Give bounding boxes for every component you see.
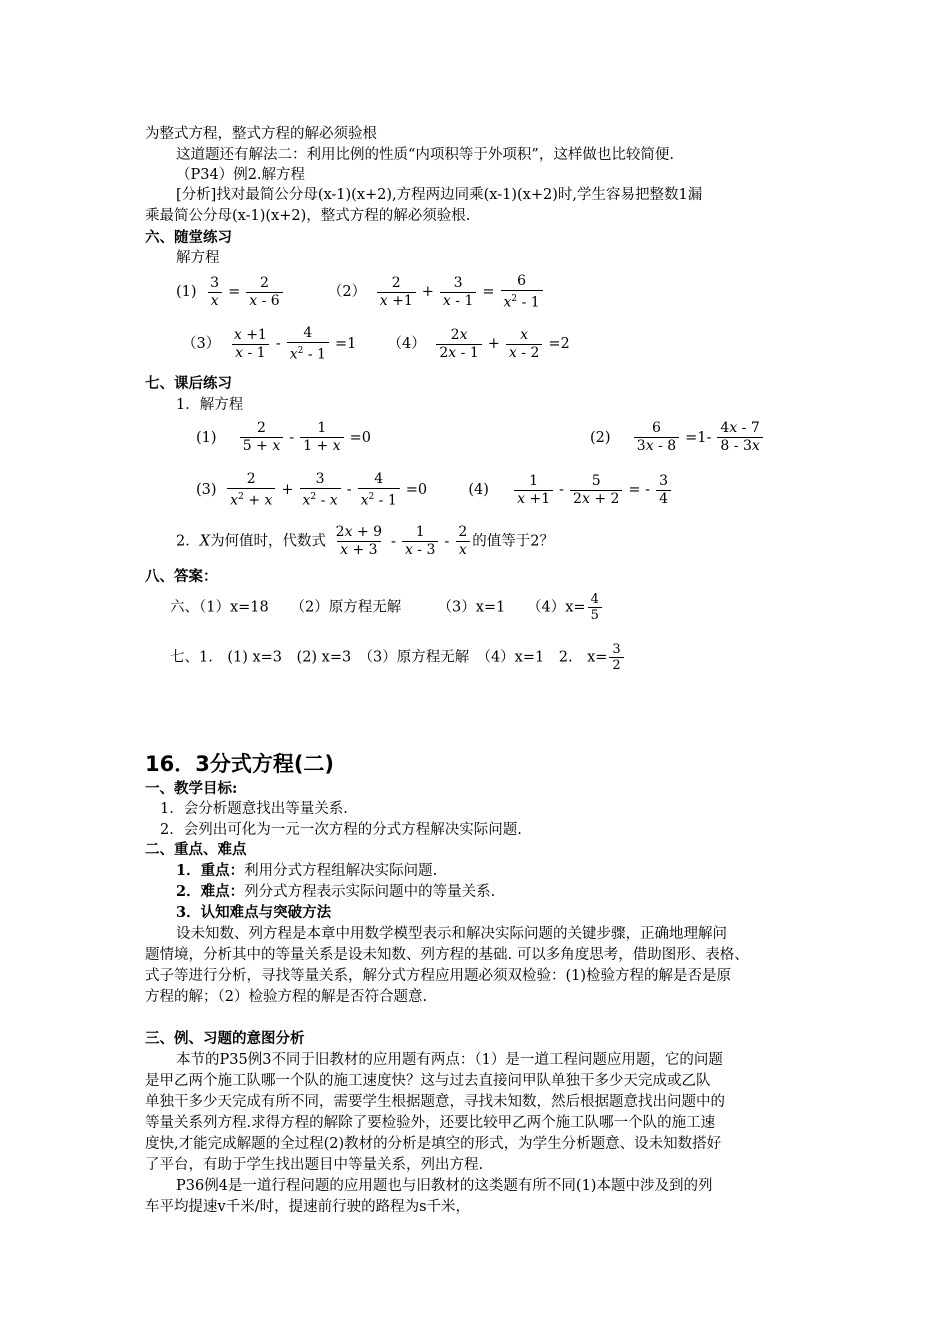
text-line: 解方程 xyxy=(176,250,220,266)
text: 列分式方程表示实际问题中的等量关系. xyxy=(244,884,496,900)
text-line: 度快,才能完成解题的全过程(2)教材的分析是填空的形式，为学生分析题意、设未知数搭好 xyxy=(145,1136,722,1152)
section-heading: 一、教学目标: xyxy=(145,780,238,797)
eq-label: (1) xyxy=(196,429,217,446)
section-heading: 三、例、习题的意图分析 xyxy=(145,1030,305,1047)
text-line: 设未知数、列方程是本章中用数学模型表示和解决实际问题的关键步骤，正确地理解问 xyxy=(176,926,727,942)
label: 2．难点： xyxy=(176,883,245,900)
text-line: 这道题还有解法二：利用比例的性质“内项积等于外项积”，这样做也比较简便. xyxy=(176,147,674,163)
text-line: 了平台，有助于学生找出题目中等量关系，列出方程. xyxy=(145,1157,484,1173)
answer-text: 七、1. (1) x=3 (2) x=3 （3）原方程无解 （4）x=1 2. x= xyxy=(170,649,608,666)
text-line: 2．会列出可化为一元一次方程的分式方程解决实际问题. xyxy=(160,822,522,838)
eq-label: （2） xyxy=(327,284,367,301)
answer-text: 六、（1）x=18 （2）原方程无解 （3）x=1 （4）x= xyxy=(170,599,586,616)
text-line: 1．会分析题意找出等量关系. xyxy=(160,801,348,817)
text-line xyxy=(176,861,437,881)
text-line: 等量关系列方程.求得方程的解除了要检验外，还要比较甲乙两个施工队哪一个队的施工速 xyxy=(145,1115,716,1131)
eq-label: (1) xyxy=(176,284,197,301)
text-line: 是甲乙两个施工队哪一个队的施工速度快？这与过去直接问甲队单独干多少天完成或乙队 xyxy=(145,1073,711,1089)
eq-label: (3) xyxy=(196,482,217,499)
text-line: 式子等进行分析，寻找等量关系，解分式方程应用题必须双检验：(1)检验方程的解是否是原 xyxy=(145,968,732,984)
q-text: 的值等于2？ xyxy=(472,533,554,550)
equation-6-1: (1) $\frac{3}{x}$ = $\frac{2}{x - 6}$ （2） $\frac{2}{x +1}$ + $\frac{3}{x - 1}$ = $\frac{6}{x^2 - 1}$ xyxy=(176,273,545,312)
equation-7-1: (1) $\frac{2}{5 + x}$ - $\frac{1}{1 + x}$ =0 xyxy=(196,420,371,454)
eq-label: (4) xyxy=(468,482,489,499)
text-line: 为整式方程，整式方程的解必须验根 xyxy=(145,126,377,142)
page-title: 16．3分式方程(二) xyxy=(145,752,335,776)
section-heading: 八、答案： xyxy=(145,568,218,585)
text-line: [分析]找对最简公分母(x-1)(x+2),方程两边同乘(x-1)(x+2)时,学生容易把整数1漏 xyxy=(176,187,703,203)
equation-7-3: (3) $\frac{2}{x^2 + x}$ + $\frac{3}{x^2 - x}$ - $\frac{4}{x^2 - 1}$ =0 (4) $\frac{1}{x +1}$ - $\frac{5}{2x + 2}$ = - $\frac{3}{4}$ xyxy=(196,471,673,510)
q-variable: X xyxy=(199,533,211,550)
section-heading: 二、重点、难点 xyxy=(145,841,247,858)
question-7-2: 2．X为何值时，代数式 $\frac{2x + 9}{x + 3}$ - $\frac{1}{x - 3}$ - $\frac{2}{x}$ 的值等于2？ xyxy=(176,524,554,558)
equation-7-2: (2) $\frac{6}{3x - 8}$ =1- $\frac{4x - 7}{8 - 3x}$ xyxy=(590,420,765,455)
text-line: 单独干多少天完成有所不同，需要学生根据题意，寻找未知数，然后根据题意找出问题中的 xyxy=(145,1094,725,1110)
sub-heading: 3．认知难点与突破方法 xyxy=(176,904,332,921)
text-line: P36例4是一道行程问题的应用题也与旧教材的这类题有所不同(1)本题中涉及到的列 xyxy=(176,1178,713,1194)
eq-label: （3） xyxy=(182,336,221,353)
text-line: 1．解方程 xyxy=(176,397,244,413)
eq-label: (2) xyxy=(590,429,611,446)
label: 1．重点： xyxy=(176,862,245,879)
text-line xyxy=(176,882,495,902)
text-line: 乘最简公分母(x-1)(x+2)，整式方程的解必须验根. xyxy=(145,208,471,224)
section-heading: 七、课后练习 xyxy=(145,375,232,392)
section-heading: 六、随堂练习 xyxy=(145,229,232,246)
q-prefix: 2． xyxy=(176,533,200,550)
text-line: 车平均提速v千米/时，提速前行驶的路程为s千米， xyxy=(145,1199,471,1215)
text: 利用分式方程组解决实际问题. xyxy=(244,863,438,879)
equation-6-3: （3） $\frac{x +1}{x - 1}$ - $\frac{4}{x^2 - 1}$ =1 （4） $\frac{2x}{2x - 1}$ + $\frac{x}{x - 2}$ =2 xyxy=(182,325,570,363)
eq-label: （4） xyxy=(387,336,426,353)
answer-6: 六、（1）x=18 （2）原方程无解 （3）x=1 （4）x= $\frac{4}{5}$ xyxy=(170,592,604,623)
text-line: 本节的P35例3不同于旧教材的应用题有两点：（1）是一道工程问题应用题，它的问题 xyxy=(176,1052,723,1068)
text-line: 题情境，分析其中的等量关系是设未知数、列方程的基础. 可以多角度思考，借助图形、表格、 xyxy=(145,947,749,963)
text-line: （P34）例2.解方程 xyxy=(176,167,306,183)
answer-7: 七、1. (1) x=3 (2) x=3 （3）原方程无解 （4）x=1 2. x= $\frac{3}{2}$ xyxy=(170,642,626,673)
text-line: 方程的解；（2）检验方程的解是否符合题意. xyxy=(145,989,428,1005)
q-text: 为何值时，代数式 xyxy=(210,533,327,550)
